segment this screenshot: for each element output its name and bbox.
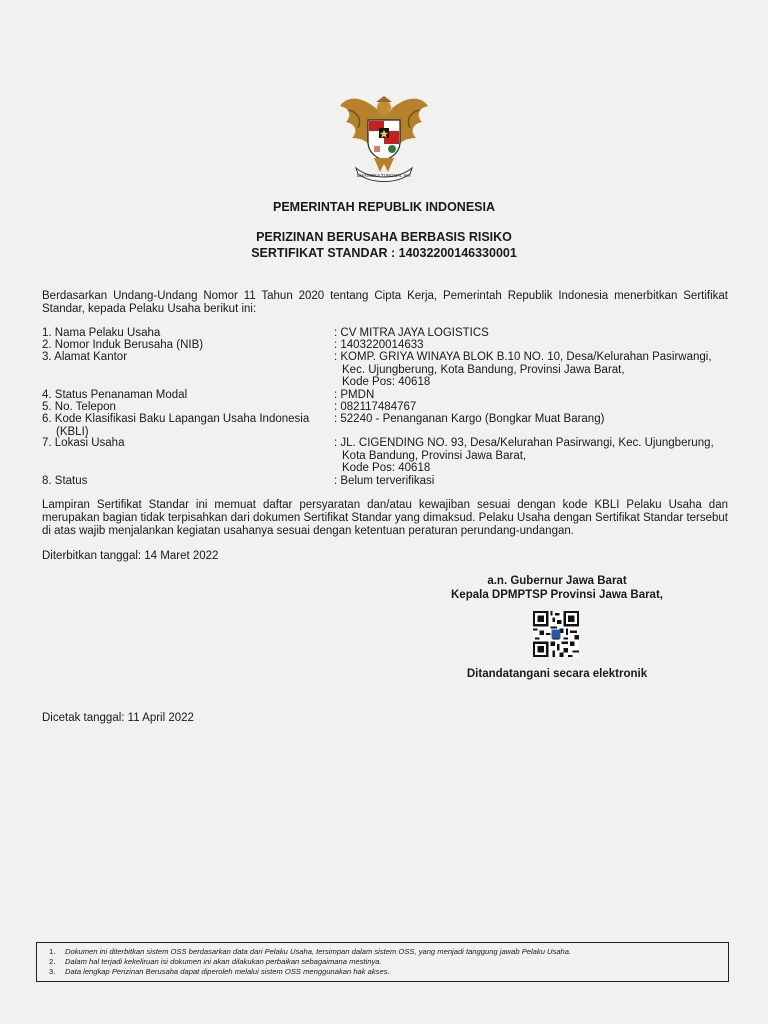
field-value-kbli: : 52240 - Penanganan Kargo (Bongkar Muat Barang) xyxy=(334,413,605,425)
svg-text:BHINNEKA TUNGGAL IKA: BHINNEKA TUNGGAL IKA xyxy=(356,173,412,178)
field-value-investment-status: : PMDN xyxy=(334,389,375,401)
field-label-nib: 2. Nomor Induk Berusaha (NIB) xyxy=(42,339,204,351)
signatory-block xyxy=(446,574,668,602)
electronic-signature-note: Ditandatangani secara elektronik xyxy=(466,668,648,680)
field-label-status: 8. Status xyxy=(42,475,88,487)
footer-note: 1. Dokumen ini diterbitkan sistem OSS berdasarkan data dari Pelaku Usaha, tersimpan dalam sistem OSS, yang menjadi tanggung jawab Pelaku Usaha. xyxy=(49,947,572,956)
field-label-business-name: 1. Nama Pelaku Usaha xyxy=(42,327,161,339)
signatory-line-1: a.n. Gubernur Jawa Barat xyxy=(487,575,627,587)
garuda-emblem-icon xyxy=(336,86,432,186)
field-value-status: : Belum terverifikasi xyxy=(334,475,435,487)
field-value-business-name: : CV MITRA JAYA LOGISTICS xyxy=(334,327,489,339)
issued-date: Diterbitkan tanggal: 14 Maret 2022 xyxy=(42,550,219,562)
field-label-investment-status: 4. Status Penanaman Modal xyxy=(42,389,188,401)
footer-notes xyxy=(36,942,729,982)
field-value-phone: : 082117484767 xyxy=(334,401,417,413)
field-value-nib: : 1403220014633 xyxy=(334,339,424,351)
qr-code-icon xyxy=(533,611,579,657)
field-label-office-address: 3. Alamat Kantor xyxy=(42,351,128,363)
field-value-office-address: : KOMP. GRIYA WINAYA BLOK B.10 NO. 10, Desa/Kelurahan Pasirwangi, Kec. Ujungberung, Kota Bandung, Provinsi Jawa Barat, Kode Pos: 40618 xyxy=(334,351,712,388)
intro-paragraph: Berdasarkan Undang-Undang Nomor 11 Tahun 2020 tentang Cipta Kerja, Pemerintah Republik Indonesia menerbitkan Sertifikat Standar, kepada Pelaku Usaha berikut ini: xyxy=(42,290,728,315)
footer-note: 3. Data lengkap Perizinan Berusaha dapat diperoleh melalui sistem OSS menggunakan hak akses. xyxy=(49,967,390,976)
document-title: PERIZINAN BERUSAHA BERBASIS RISIKO xyxy=(256,230,512,244)
footer-note: 2. Dalam hal terjadi kekeliruan isi dokumen ini akan dilakukan perbaikan sebagaimana mestinya. xyxy=(49,957,382,966)
certificate-number: SERTIFIKAT STANDAR : 14032200146330001 xyxy=(251,246,517,260)
field-value-business-location: : JL. CIGENDING NO. 93, Desa/Kelurahan Pasirwangi, Kec. Ujungberung, Kota Bandung, Provinsi Jawa Barat, Kode Pos: 40618 xyxy=(334,437,714,474)
attachment-paragraph: Lampiran Sertifikat Standar ini memuat daftar persyaratan dan/atau kewajiban sesuai dengan kode KBLI Pelaku Usaha dan merupakan bagian tidak terpisahkan dari dokumen Sertifikat Standar yang dimaksud. Pelaku Usaha dengan Sertifikat Standar tersebut di atas wajib menjalankan kegiatan usahanya sesuai dengan ketentuan peraturan perundang-undangan. xyxy=(42,499,728,537)
field-label-phone: 5. No. Telepon xyxy=(42,401,116,413)
signatory-line-2: Kepala DPMPTSP Provinsi Jawa Barat, xyxy=(451,589,663,601)
field-label-kbli: 6. Kode Klasifikasi Baku Lapangan Usaha Indonesia (KBLI) xyxy=(42,413,310,438)
government-heading: PEMERINTAH REPUBLIK INDONESIA xyxy=(272,200,495,214)
field-label-business-location: 7. Lokasi Usaha xyxy=(42,437,125,449)
printed-date: Dicetak tanggal: 11 April 2022 xyxy=(42,712,194,724)
